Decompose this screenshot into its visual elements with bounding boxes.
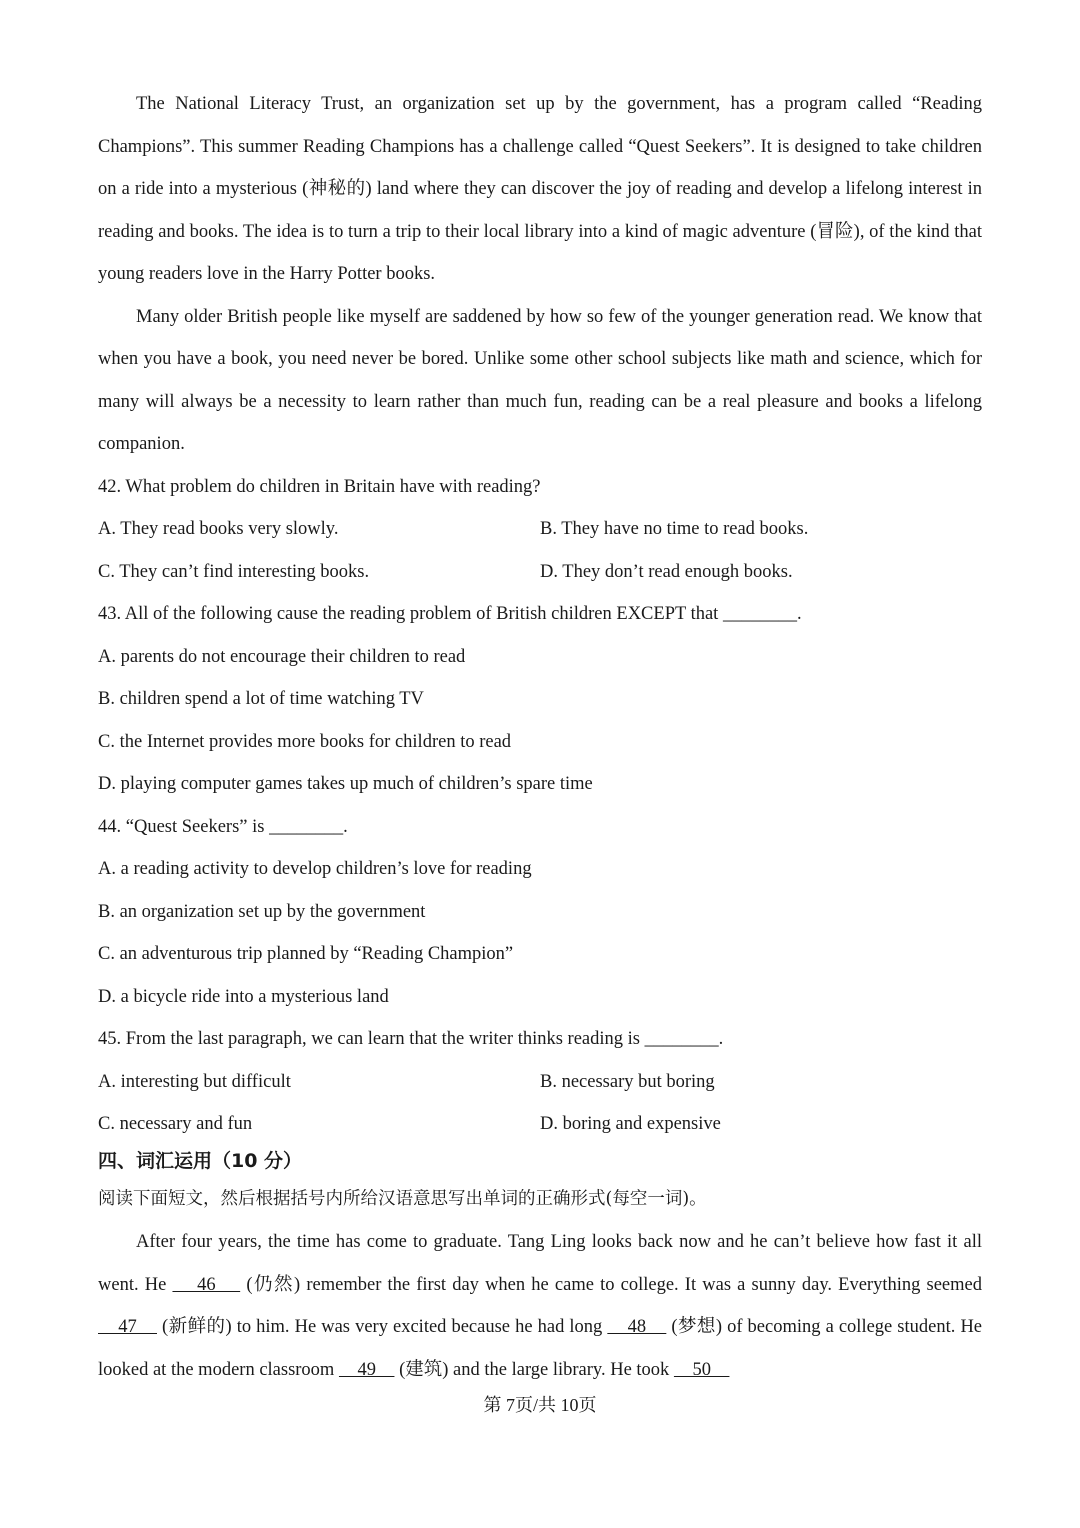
question-42-option-c: C. They can’t find interesting books. bbox=[98, 562, 370, 582]
section-heading: 四、词汇运用（10 分） bbox=[98, 1150, 303, 1172]
cloze-paragraph bbox=[98, 1221, 982, 1391]
cloze-text: (建筑) and the large library. He took bbox=[394, 1359, 674, 1380]
question-42-option-a: A. They read books very slowly. bbox=[98, 519, 339, 539]
section-instruction: 阅读下面短文，然后根据括号内所给汉语意思写出单词的正确形式(每空一词)。 bbox=[98, 1189, 707, 1209]
question-42-option-b: B. They have no time to read books. bbox=[540, 519, 809, 539]
page-number: 第 7页/共 10页 bbox=[483, 1395, 597, 1415]
blank-50: 50 bbox=[673, 1359, 730, 1380]
question-44-stem: 44. “Quest Seekers” is ________. bbox=[98, 817, 348, 837]
blank-46: 46 bbox=[172, 1274, 241, 1295]
question-44-option-b: B. an organization set up by the government bbox=[98, 902, 426, 922]
blank-48: 48 bbox=[607, 1317, 667, 1337]
question-45-option-c: C. necessary and fun bbox=[98, 1114, 253, 1134]
cloze-passage bbox=[98, 1221, 982, 1391]
question-44-option-c: C. an adventurous trip planned by “Reading Champion” bbox=[98, 944, 514, 964]
question-43-option-d: D. playing computer games takes up much of children’s spare time bbox=[98, 774, 593, 794]
question-43-option-a: A. parents do not encourage their children to read bbox=[98, 647, 466, 667]
cloze-text: (新鲜的) to him. He was very excited because he had long bbox=[157, 1317, 608, 1337]
question-43-option-c: C. the Internet provides more books for children to read bbox=[98, 732, 512, 752]
question-44-option-a: A. a reading activity to develop children’s love for reading bbox=[98, 859, 532, 879]
question-44-option-d: D. a bicycle ride into a mysterious land bbox=[98, 987, 389, 1007]
cloze-text: After four years, the time has come to graduate. Tang Ling looks back now and he can’t believe how fast it all went. He bbox=[98, 1232, 982, 1295]
passage-paragraph-2: Many older British people like myself are saddened by how so few of the younger generation read. We know that when you have a book, you need never be bored. Unlike some other school subjects like math and science, which for many will always be a necessity to learn rather than much fun, reading can be a real pleasure and books a lifelong companion. bbox=[98, 306, 982, 454]
question-42-option-d: D. They don’t read enough books. bbox=[540, 562, 793, 582]
question-45-option-b: B. necessary but boring bbox=[540, 1072, 715, 1092]
blank-49: 49 bbox=[338, 1359, 395, 1380]
question-43-option-b: B. children spend a lot of time watching TV bbox=[98, 689, 424, 709]
question-43-stem: 43. All of the following cause the reading problem of British children EXCEPT that ________. bbox=[98, 604, 802, 624]
passage-paragraph-1: The National Literacy Trust, an organization set up by the government, has a program called “Reading Champions”. This summer Reading Champions has a challenge called “Quest Seekers”. It is designed to take children on a ride into a mysterious (神秘的) land where they can discover the joy of reading and develop a lifelong interest in reading and books. The idea is to turn a trip to their local library into a kind of magic adventure (冒险), of the kind that young readers love in the Harry Potter books. bbox=[98, 94, 982, 284]
question-45-option-d: D. boring and expensive bbox=[540, 1114, 721, 1134]
cloze-text: (梦想) of becoming a college student. He looked at the modern classroom bbox=[98, 1317, 983, 1380]
question-42-stem: 42. What problem do children in Britain have with reading? bbox=[98, 477, 541, 497]
cloze-text: (仍然) remember the first day when he came to college. It was a sunny day. Everything seemed bbox=[240, 1274, 982, 1295]
blank-47: 47 bbox=[98, 1317, 157, 1337]
question-45-stem: 45. From the last paragraph, we can learn that the writer thinks reading is ________. bbox=[98, 1029, 724, 1049]
question-45-option-a: A. interesting but difficult bbox=[98, 1072, 291, 1092]
reading-passage bbox=[98, 83, 982, 466]
